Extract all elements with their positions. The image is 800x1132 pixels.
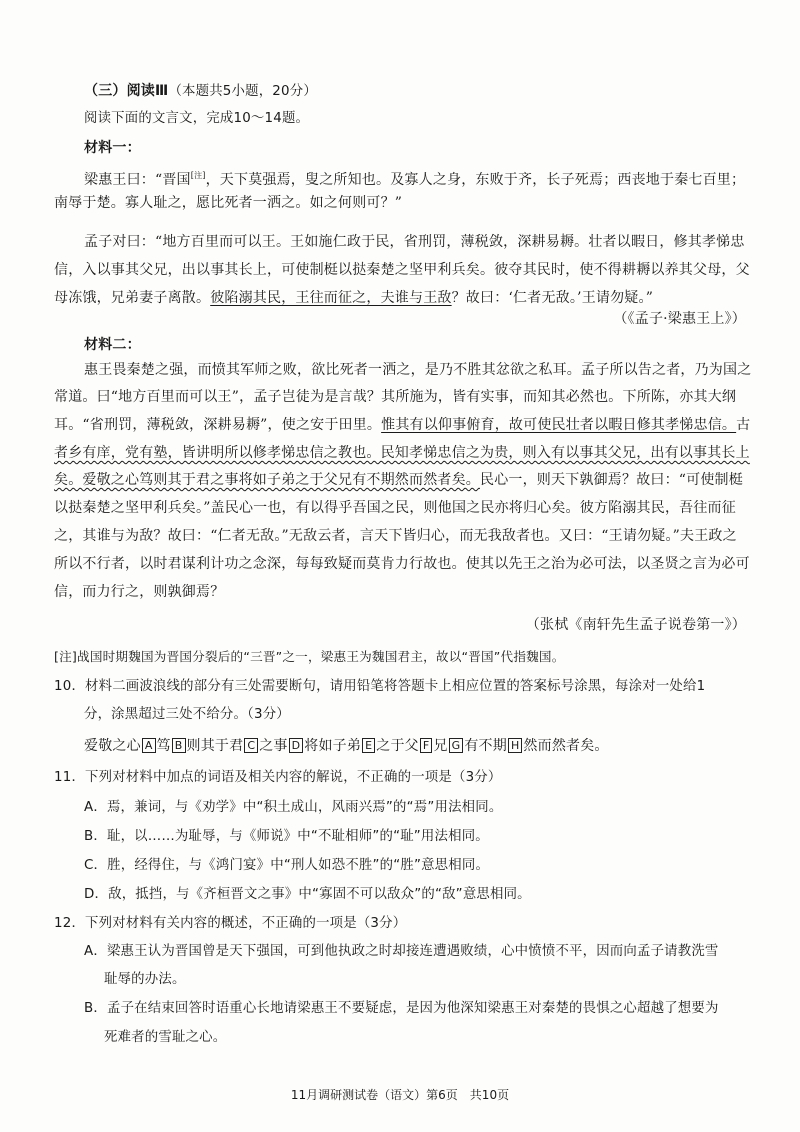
q10-option-e[interactable]: E [362,738,375,753]
reading-instruction: 阅读下面的文言文，完成10～14题。 [84,111,310,126]
material1-para2-line2: 信，入以事其父兄，出以事其长上，可使制梃以挞秦楚之坚甲利兵矣。彼夺其民时，使不得耕耨以养其父母，父 [54,262,750,278]
q10-option-c[interactable]: C [244,738,258,753]
q10-option-h[interactable]: H [508,738,522,753]
material2-line4 [54,442,750,464]
q10-segment: 有不期 [464,738,507,754]
material2-line2: 常道。曰“地方百里而可以王”，孟子岂徒为是言哉？其所施为，皆有实事，而知其必然也。下所陈，亦其大纲 [54,389,737,405]
q10-option-d[interactable]: D [289,738,304,753]
material1-para1-line2: 南辱于楚。寡人耻之，愿比死者一洒之。如之何则可？” [54,195,403,211]
material1-text: 母冻饿，兄弟妻子离散。 [54,290,211,306]
q11-option-a[interactable]: A．焉，兼词，与《劝学》中“积土成山，风雨兴焉”的“焉”用法相同。 [84,800,503,815]
material1-text: ，天下莫强焉，叟之所知也。及寡人之身，东败于齐，长子死焉；西丧地于秦七百里； [205,172,746,188]
q10-option-g[interactable]: G [449,738,464,753]
q11-option-b[interactable]: B．耻，以……为耻辱，与《师说》中“不耻相师”的“耻”用法相同。 [84,829,489,844]
q12-option-b[interactable]: B．孟子在结束回答时语重心长地请梁惠王不要疑虑，是因为他深知梁惠王对秦楚的畏惧之心超越了想要为 [84,1001,719,1016]
q11-option-d[interactable]: D．敌，抵挡，与《齐桓晋文之事》中“寡固不可以敌众”的“敌”意思相同。 [84,887,531,902]
underlined-sentence: 惟其有以仰事俯育，故可使民壮者以暇日修其孝悌忠信。 [381,417,737,433]
q10-segment: 将如子弟 [304,738,362,754]
material2-line3 [54,414,750,436]
q12-stem: 12．下列对材料有关内容的概述，不正确的一项是（3分） [54,916,407,931]
material2-label: 材料二： [84,337,141,353]
q10-segment: 则其于君 [186,738,244,754]
q10-segment: 然而然者矣。 [523,738,609,754]
material2-source: （张栻《南轩先生孟子说卷第一》） [525,617,746,633]
q10-option-a[interactable]: A [142,738,156,753]
q11-stem: 11．下列对材料中加点的词语及相关内容的解说，不正确的一项是（3分） [54,770,502,785]
wavy-underlined-text: 矣。爱敬之心笃则其于君之事将如子弟之于父兄有不期然而然者矣。 [54,472,480,488]
section-title: （三）阅读Ⅲ [84,83,169,99]
q10-stem-line2: 分，涂黑超过三处不给分。（3分） [84,707,290,722]
material2-line5 [54,469,743,491]
q10-segment: 之于父 [376,738,419,754]
q10-sentence [84,735,609,757]
material1-para2-line3 [54,287,653,309]
material1-para2-line1: 孟子对曰：“地方百里而可以王。王如施仁政于民，省刑罚，薄税敛，深耕易耨。壮者以暇日，修其孝悌忠 [84,234,745,250]
material1-label: 材料一： [84,140,141,156]
material1-source: （《孟子·梁惠王上》） [613,311,746,327]
material2-text: 民心一，则天下孰御焉？故曰：“可使制梃 [480,472,743,488]
q10-option-b[interactable]: B [172,738,186,753]
q10-segment: 兄 [433,738,448,754]
material1-para1-line1 [84,165,745,191]
annotation-note: [注]战国时期魏国为晋国分裂后的“三晋”之一，梁惠王为魏国君主，故以“晋国”代指魏国。 [54,649,565,664]
q10-segment: 之事 [259,738,288,754]
page-footer: 11月调研测试卷（语文）第6页 共10页 [290,1088,510,1102]
material2-line6: 以挞秦楚之坚甲利兵矣。”盖民心一也，有以得乎吾国之民，则他国之民亦将归心矣。彼方陷溺其民，吾往而征 [54,500,736,516]
wavy-underlined-text: 者乡有庠，党有塾，皆讲明所以修孝悌忠信之教也。民知孝悌忠信之为贵，则入有以事其父兄，出有以事其长上 [54,445,750,461]
note-marker: [注] [190,171,206,180]
material1-text: 梁惠王曰：“晋国 [84,172,191,188]
underlined-sentence: 彼陷溺其民，王往而征之，夫谁与王敌 [210,290,452,306]
q10-segment: 笃 [156,738,171,754]
material2-line7: 之，其谁与为敌？故曰：“仁者无敌。”无敌云者，言天下皆归心，而无我敌者也。又曰：“王请勿疑。”夫王政之 [54,528,737,544]
material2-line1: 惠王畏秦楚之强，而愤其军师之败，欲比死者一洒之，是乃不胜其忿欲之私耳。孟子所以告之者，乃为国之 [84,362,752,378]
material2-text: 古 [736,417,751,433]
q11-option-c[interactable]: C．胜，经得住，与《鸿门宴》中“刑人如恐不胜”的“胜”意思相同。 [84,858,490,873]
material1-text: ？故曰：‘仁者无敌。’王请勿疑。” [451,290,654,306]
q10-segment: 爱敬之心 [84,738,141,754]
material2-text: 耳。“省刑罚，薄税敛，深耕易耨”，使之安于田里。 [54,417,382,433]
material2-line9: 信，而力行之，则孰御焉？ [54,584,225,600]
section-header [84,80,317,103]
q12-option-b-cont: 死难者的雪耻之心。 [104,1030,227,1045]
q12-option-a-cont: 耻辱的办法。 [104,972,186,987]
q10-stem-line1: 10．材料二画波浪线的部分有三处需要断句，请用铅笔将答题卡上相应位置的答案标号涂黑，每涂对一处给1 [54,679,706,694]
q10-option-f[interactable]: F [420,738,433,753]
q12-option-a[interactable]: A．梁惠王认为晋国曾是天下强国，可到他执政之时却接连遭遇败绩，心中愤愤不平，因而向孟子请教洗雪 [84,944,719,959]
section-note: （本题共5小题，20分） [168,84,317,99]
material2-line8: 所以不行者，以时君谋利计功之念深，每每致疑而莫肯力行故也。使其以先王之治为必可法，以圣贤之言为必可 [54,556,750,572]
